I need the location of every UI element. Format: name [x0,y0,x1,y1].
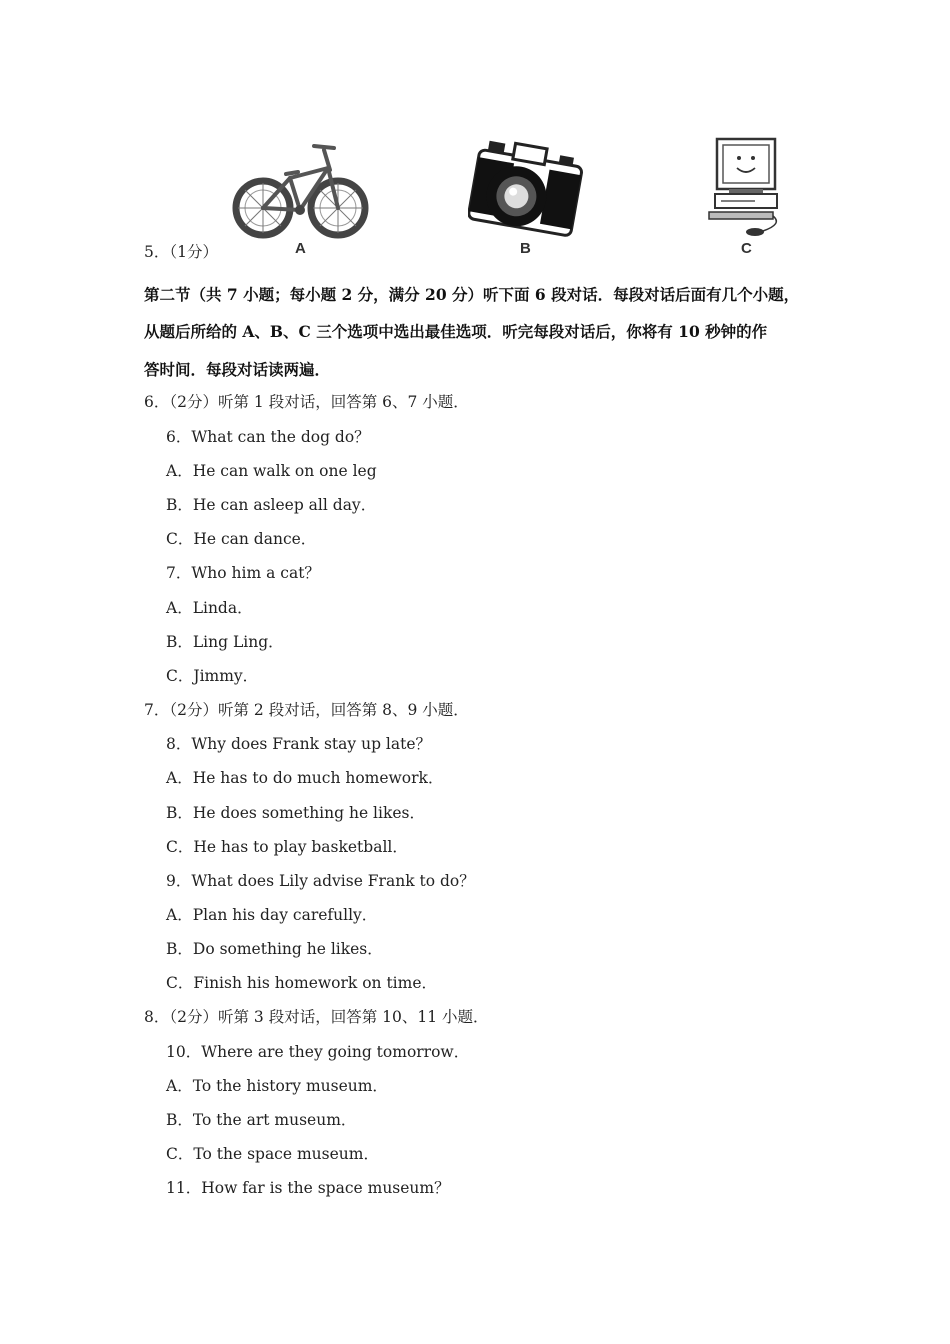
question-8-sub-1-option-b[interactable]: B．To the art museum． [166,1111,357,1129]
section-2-instruction-line-3: 答时间．每段对话读两遍． [144,360,331,379]
option-a-image [228,138,373,240]
option-b-image [468,136,586,240]
option-c-label: C [741,240,752,257]
question-6-sub-2-option-c[interactable]: C．Jimmy． [166,667,259,685]
camera-icon [468,136,586,240]
computer-icon [705,136,787,242]
option-a-label: A [295,240,306,257]
question-6-sub-2: 7．Who him a cat？ [166,564,320,582]
question-6-sub-1-option-c[interactable]: C．He can dance． [166,530,317,548]
question-6-sub-2-option-a[interactable]: A．Linda． [166,599,253,617]
question-6-header: 6．（2分）听第 1 段对话，回答第 6、7 小题． [144,393,469,411]
question-6-sub-1-option-a[interactable]: A．He can walk on one leg [166,462,377,480]
question-7-sub-2-option-c[interactable]: C．Finish his homework on time． [166,974,438,992]
question-7-header: 7．（2分）听第 2 段对话，回答第 8、9 小题． [144,701,469,719]
question-7-sub-2-option-a[interactable]: A．Plan his day carefully． [166,906,378,924]
question-5-number: 5．（1分） [144,243,218,261]
question-8-sub-1-option-c[interactable]: C．To the space museum． [166,1145,379,1163]
question-7-sub-1-option-a[interactable]: A．He has to do much homework． [166,769,444,787]
question-6-sub-1-option-b[interactable]: B．He can asleep all day． [166,496,377,514]
question-7-sub-1: 8．Why does Frank stay up late？ [166,735,432,753]
question-7-sub-2: 9．What does Lily advise Frank to do？ [166,872,475,890]
section-2-instruction-line-1: 第二节（共 7 小题；每小题 2 分，满分 20 分）听下面 6 段对话．每段对话后面有几个小题， [144,285,800,304]
question-8-sub-1: 10．Where are they going tomorrow． [166,1043,470,1061]
option-b-label: B [520,240,531,257]
question-7-sub-1-option-b[interactable]: B．He does something he likes． [166,804,425,822]
question-6-sub-2-option-b[interactable]: B．Ling Ling． [166,633,284,651]
question-7-sub-1-option-c[interactable]: C．He has to play basketball． [166,838,408,856]
question-7-sub-2-option-b[interactable]: B．Do something he likes． [166,940,383,958]
question-6-sub-1: 6．What can the dog do？ [166,428,370,446]
question-8-sub-2: 11．How far is the space museum？ [166,1179,450,1197]
option-c-image [705,136,787,242]
question-8-sub-1-option-a[interactable]: A．To the history museum． [166,1077,388,1095]
bicycle-icon [228,138,373,240]
question-8-header: 8．（2分）听第 3 段对话，回答第 10、11 小题． [144,1008,489,1026]
section-2-instruction-line-2: 从题后所给的 A、B、C 三个选项中选出最佳选项．听完每段对话后，你将有 10 秒钟的作 [144,322,768,341]
